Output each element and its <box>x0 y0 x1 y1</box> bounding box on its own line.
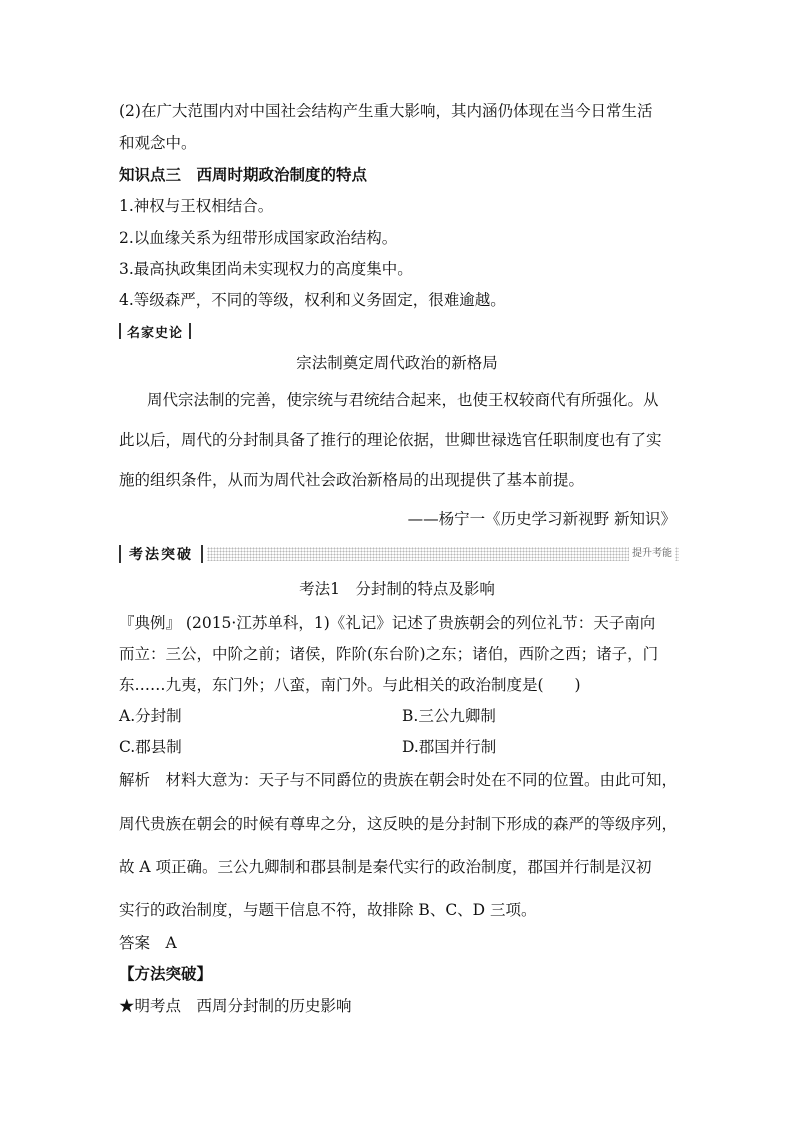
quote-line-3: 施的组织条件，从而为周代社会政治新格局的出现提供了基本前提。 <box>119 471 585 489</box>
example-question-line-2: 而立：三公，中阶之前；诸侯，阼阶(东台阶)之东；诸伯，西阶之西；诸子，门 <box>119 645 659 663</box>
knowledge-point-3-item-4: 4.等级森严，不同的等级，权利和义务固定，很难逾越。 <box>119 291 506 309</box>
mingjia-section-header <box>119 321 191 341</box>
example-question-line-1: 『典例』 (2015·江苏单科，1)《礼记》记述了贵族朝会的列位礼节：天子南向 <box>119 614 656 632</box>
analysis-line-3: 故 A 项正确。三公九卿制和郡县制是秦代实行的政治制度，郡国并行制是汉初 <box>119 858 652 876</box>
quote-line-2: 此以后，周代的分封制具备了推行的理论依据，世卿世禄选官任职制度也有了实 <box>119 431 662 449</box>
analysis-line-2: 周代贵族在朝会的时候有尊卑之分，这反映的是分封制下形成的森严的等级序列， <box>119 815 678 833</box>
option-a: A.分封制 <box>119 707 182 725</box>
knowledge-point-3-item-1: 1.神权与王权相结合。 <box>119 197 274 215</box>
example-question-line-3: 东……九夷，东门外；八蛮，南门外。与此相关的政治制度是( ) <box>119 676 581 694</box>
mingjia-label: 名家史论 <box>127 325 184 341</box>
analysis-line-1: 解析 材料大意为：天子与不同爵位的贵族在朝会时处在不同的位置。由此可知， <box>119 771 678 789</box>
option-b: B.三公九卿制 <box>402 707 496 725</box>
kaofa-title: 考法1 分封制的特点及影响 <box>299 580 495 598</box>
kaofa-banner-label: 考法突破 <box>129 547 193 563</box>
option-c: C.郡县制 <box>119 738 182 756</box>
analysis-line-4: 实行的政治制度，与题干信息不符，故排除 B、C、D 三项。 <box>119 901 537 919</box>
quote-attribution: ——杨宁一《历史学习新视野 新知识》 <box>407 510 676 528</box>
kaofa-banner <box>119 543 679 565</box>
body-line-1: (2)在广大范围内对中国社会结构产生重大影响，其内涵仍体现在当今日常生活 <box>119 102 653 120</box>
knowledge-point-3-item-3: 3.最高执政集团尚未实现权力的高度集中。 <box>119 260 413 278</box>
exam-point-line: ★明考点 西周分封制的历史影响 <box>119 997 352 1015</box>
quote-line-1: 周代宗法制的完善，使宗统与君统结合起来，也使王权较商代有所强化。从 <box>147 391 659 409</box>
method-heading: 【方法突破】 <box>119 964 213 983</box>
banner-dot-pattern <box>207 547 679 561</box>
header-bar-right <box>189 323 191 339</box>
knowledge-point-3-item-2: 2.以血缘关系为纽带形成国家政治结构。 <box>119 229 398 247</box>
option-d: D.郡国并行制 <box>402 738 497 756</box>
banner-bar-right <box>201 545 203 563</box>
mingjia-title: 宗法制奠定周代政治的新格局 <box>296 354 498 372</box>
knowledge-point-3-title: 知识点三 西周时期政治制度的特点 <box>119 165 368 184</box>
body-line-2: 和观念中。 <box>119 134 197 152</box>
answer-line: 答案 A <box>119 934 177 952</box>
banner-tag: 提升考能 <box>629 547 675 561</box>
